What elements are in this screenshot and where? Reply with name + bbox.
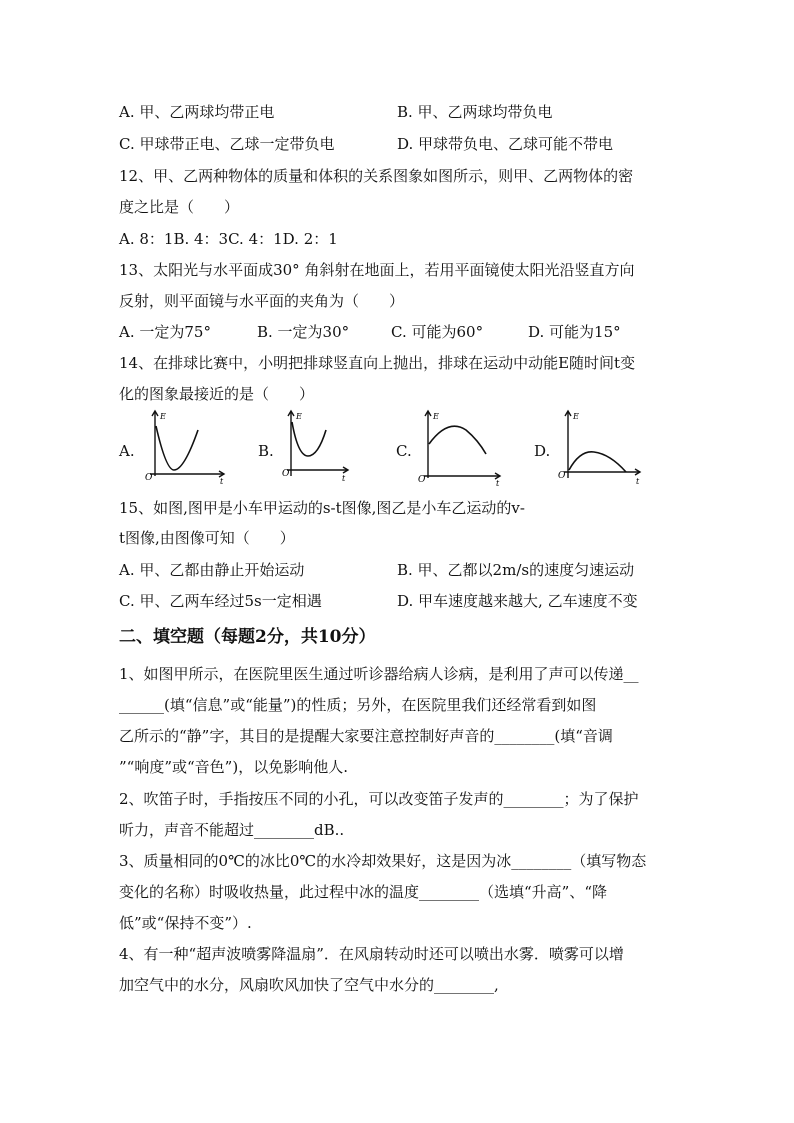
fill1-line3: 乙所示的“静”字，其目的是提醒大家要注意控制好声音的________(填“音调 xyxy=(119,727,613,745)
q14-graph-b-x-label: t xyxy=(342,474,346,483)
q15-option-c: C. 甲、乙两车经过5s一定相遇 xyxy=(119,592,322,610)
fill4-line1: 4、有一种“超声波喷雾降温扇”．在风扇转动时还可以喷出水雾．喷雾可以增 xyxy=(119,945,624,963)
q14-graph-c-y-label: E xyxy=(433,412,439,421)
q14-graph-d-origin: O xyxy=(558,471,566,481)
q14-graph-b xyxy=(278,406,354,484)
q14-graph-c-label: C. xyxy=(396,442,412,460)
q11-option-c: C. 甲球带正电、乙球一定带负电 xyxy=(119,135,335,153)
q14-stem-line1: 14、在排球比赛中，小明把排球竖直向上抛出，排球在运动中动能E随时间t变 xyxy=(119,354,636,372)
fill1-line1: 1、如图甲所示，在医院里医生通过听诊器给病人诊病，是利用了声可以传递__ xyxy=(119,665,639,683)
fill1-line2: ______(填“信息”或“能量”)的性质；另外，在医院里我们还经常看到如图 xyxy=(119,696,597,714)
q14-graph-d-label: D. xyxy=(534,442,551,460)
q14-graph-a-origin: O xyxy=(145,473,153,483)
q14-graph-d xyxy=(554,406,646,486)
q14-graph-b-origin: O xyxy=(282,469,290,479)
q15-option-d: D. 甲车速度越来越大, 乙车速度不变 xyxy=(397,592,638,610)
fill1-line4: ”“响度”或“音色”)，以免影响他人. xyxy=(119,758,348,776)
q13-option-c: C. 可能为60° xyxy=(391,323,484,341)
q14-graph-c-x-label: t xyxy=(496,479,500,486)
q13-option-a: A. 一定为75° xyxy=(119,323,211,341)
q14-graph-d-y-label: E xyxy=(573,412,579,421)
q14-graph-c xyxy=(414,406,506,486)
q14-graph-d-x-label: t xyxy=(636,477,640,486)
fill3-line2: 变化的名称）时吸收热量，此过程中冰的温度________（选填“升高”、“降 xyxy=(119,883,608,901)
q14-graph-b-y-label: E xyxy=(296,412,302,421)
q13-option-b: B. 一定为30° xyxy=(257,323,350,341)
fill2-line2: 听力，声音不能超过________dB.. xyxy=(119,821,345,839)
fill2-line1: 2、吹笛子时，手指按压不同的小孔，可以改变笛子发声的________；为了保护 xyxy=(119,790,639,808)
q15-option-b: B. 甲、乙都以2m/s的速度匀速运动 xyxy=(397,561,635,579)
q13-option-d: D. 可能为15° xyxy=(528,323,621,341)
q14-graph-a-x-label: t xyxy=(220,477,224,484)
section-heading-fill-in: 二、填空题（每题2分，共10分） xyxy=(119,627,376,647)
q11-option-b: B. 甲、乙两球均带负电 xyxy=(397,103,553,121)
q15-stem-line2: t图像,由图像可知（ ） xyxy=(119,529,295,547)
q12-stem-line2: 度之比是（ ） xyxy=(119,198,240,216)
q12-stem-line1: 12、甲、乙两种物体的质量和体积的关系图象如图所示，则甲、乙两物体的密 xyxy=(119,167,634,185)
q13-stem-line2: 反射，则平面镜与水平面的夹角为（ ） xyxy=(119,292,405,310)
fill4-line2: 加空气中的水分，风扇吹风加快了空气中水分的________, xyxy=(119,976,499,994)
q12-options: A. 8：1B. 4：3C. 4：1D. 2：1 xyxy=(119,230,338,248)
q14-graph-a xyxy=(140,406,230,484)
fill3-line3: 低”或“保持不变”）. xyxy=(119,914,252,932)
q15-option-a: A. 甲、乙都由静止开始运动 xyxy=(119,561,305,579)
q11-option-a: A. 甲、乙两球均带正电 xyxy=(119,103,275,121)
q15-stem-line1: 15、如图,图甲是小车甲运动的s-t图像,图乙是小车乙运动的v- xyxy=(119,499,525,517)
q14-graph-a-label: A. xyxy=(119,442,135,460)
q11-option-d: D. 甲球带负电、乙球可能不带电 xyxy=(397,135,614,153)
q14-graph-c-origin: O xyxy=(418,475,426,485)
q14-stem-line2: 化的图象最接近的是（ ） xyxy=(119,385,315,403)
q14-graph-b-label: B. xyxy=(258,442,274,460)
fill3-line1: 3、质量相同的0℃的冰比0℃的水冷却效果好，这是因为冰________（填写物态 xyxy=(119,852,647,870)
q14-graph-a-y-label: E xyxy=(160,412,166,421)
q13-stem-line1: 13、太阳光与水平面成30° 角斜射在地面上，若用平面镜使太阳光沿竖直方向 xyxy=(119,261,635,279)
